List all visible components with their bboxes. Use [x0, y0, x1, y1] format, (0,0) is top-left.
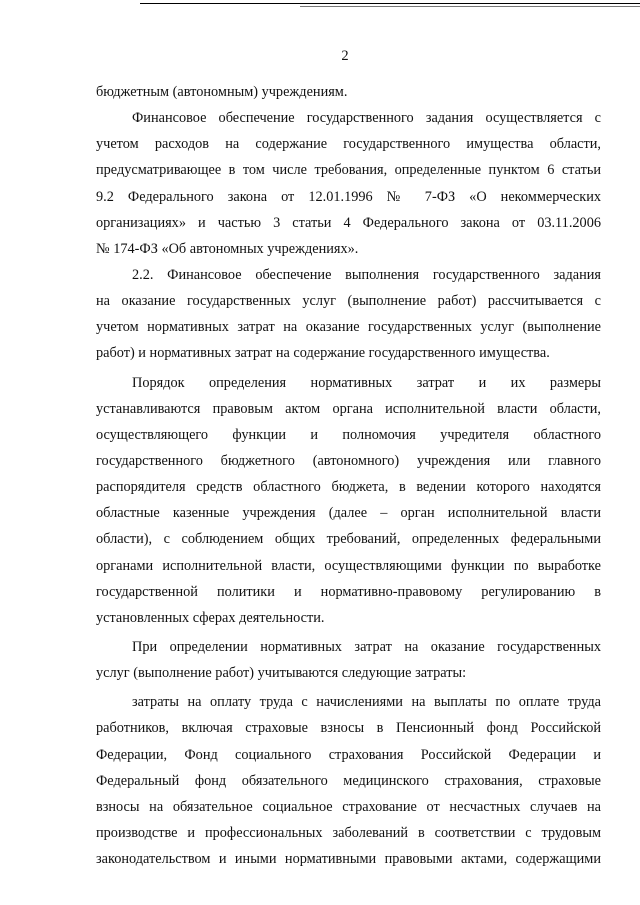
text-line: государственного бюджетного (автономного) учреждения или главного	[96, 452, 601, 469]
text-line: областные казенные учреждения (далее – орган исполнительной власти	[96, 505, 601, 522]
text-line: Федеральный фонд обязательного медицинского страхования, страховые	[96, 772, 601, 789]
text-line: услуг (выполнение работ) учитываются следующие затраты:	[96, 665, 467, 682]
text-line: № 174-ФЗ «Об автономных учреждениях».	[96, 240, 359, 257]
text-line: учетом расходов на содержание государственного имущества области,	[96, 136, 601, 153]
text-line: Порядок определения нормативных затрат и их размеры	[132, 374, 601, 391]
page-number: 2	[341, 48, 349, 64]
text-line: учетом нормативных затрат на оказание государственных услуг (выполнение	[96, 319, 601, 336]
text-line: организациях» и частью 3 статьи 4 Федерального закона от 03.11.2006	[96, 214, 601, 231]
text-line: области), с соблюдением общих требований, определенных федеральными	[96, 531, 601, 548]
text-line: работ) и нормативных затрат на содержание государственного имущества.	[96, 345, 550, 362]
text-line: законодательством и иными нормативными правовыми актами, содержащими	[96, 851, 601, 868]
text-line: Федерации, Фонд социального страхования Российской Федерации и	[96, 746, 601, 763]
text-line: органами исполнительной власти, осуществляющими функции по выработке	[96, 557, 601, 574]
text-line: распорядителя средств областного бюджета, в ведении которого находятся	[96, 479, 601, 496]
text-line: осуществляющего функции и полномочия учредителя областного	[96, 426, 601, 443]
text-line: работников, включая страховые взносы в Пенсионный фонд Российской	[96, 720, 601, 737]
text-line: предусматривающее в том числе требования, определенные пунктом 6 статьи	[96, 162, 601, 179]
text-line: взносы на обязательное социальное страхование от несчастных случаев на	[96, 798, 601, 815]
text-line: устанавливаются правовым актом органа исполнительной власти области,	[96, 400, 601, 417]
text-line: При определении нормативных затрат на оказание государственных	[132, 638, 601, 655]
text-line: Финансовое обеспечение государственного задания осуществляется с	[132, 110, 601, 127]
text-line: 9.2 Федерального закона от 12.01.1996 № 7-ФЗ «О некоммерческих	[96, 188, 601, 205]
body-text	[96, 79, 601, 872]
top-rule-secondary	[300, 6, 640, 7]
text-line: государственной политики и нормативно-правовому регулированию в	[96, 583, 601, 600]
top-rule	[140, 3, 640, 4]
text-line: на оказание государственных услуг (выполнение работ) рассчитывается с	[96, 293, 601, 310]
text-line: затраты на оплату труда с начислениями на выплаты по оплате труда	[132, 694, 601, 711]
text-line: установленных сферах деятельности.	[96, 609, 325, 626]
text-line: 2.2. Финансовое обеспечение выполнения государственного задания	[132, 266, 601, 283]
text-line: производстве и профессиональных заболеваний в соответствии с трудовым	[96, 824, 601, 841]
text-line: бюджетным (автономным) учреждениям.	[96, 84, 348, 100]
